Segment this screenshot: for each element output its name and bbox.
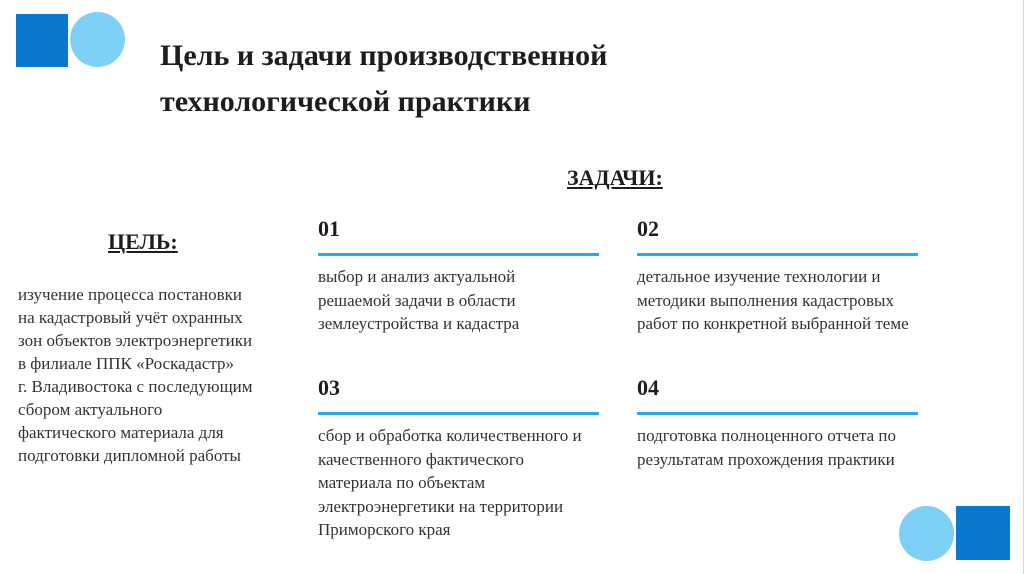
decor-square-top-left	[16, 14, 68, 67]
goal-heading: ЦЕЛЬ:	[108, 229, 178, 254]
task-text	[318, 424, 638, 542]
goal-line: фактического материала для	[18, 423, 224, 442]
task-line: материала по объектам	[318, 473, 486, 492]
task-line: качественного фактического	[318, 449, 524, 469]
slide-title	[160, 33, 860, 125]
goal-line: г. Владивостока с последующим	[18, 377, 253, 396]
goal-line: подготовки дипломной работы	[18, 446, 241, 465]
task-divider	[637, 253, 918, 256]
task-01	[318, 214, 638, 336]
tasks-heading: ЗАДАЧИ:	[567, 165, 663, 190]
task-line: методики выполнения кадастровых	[637, 290, 894, 310]
task-line: сбор и обработка количественного и	[318, 426, 582, 445]
goal-line: зон объектов электроэнергетики	[18, 331, 253, 350]
task-number: 02	[637, 216, 659, 241]
task-number: 04	[637, 375, 659, 400]
task-02	[637, 214, 957, 336]
task-line: землеустройства и кадастра	[318, 314, 520, 333]
task-line: работ по конкретной выбранной теме	[637, 314, 909, 333]
goal-line: изучение процесса постановки	[18, 285, 243, 304]
goal-line: сбором актуального	[18, 400, 163, 419]
task-number: 03	[318, 375, 340, 400]
task-03	[318, 373, 638, 542]
goal-text	[18, 283, 290, 467]
title-line-1: Цель и задачи производственной	[160, 39, 608, 72]
task-line: электроэнергетики на территории	[318, 496, 564, 516]
task-line: подготовка полноценного отчета по	[637, 426, 897, 445]
title-line-2: технологической практики	[160, 85, 531, 118]
task-line: Приморского края	[318, 520, 451, 539]
task-divider	[637, 412, 918, 415]
goal-line: в филиале ППК «Роскадастр»	[18, 354, 235, 373]
task-text	[318, 265, 638, 336]
task-text	[637, 424, 957, 471]
task-divider	[318, 412, 599, 415]
decor-circle-bottom-right	[899, 506, 954, 561]
task-number: 01	[318, 216, 340, 241]
decor-square-bottom-right	[956, 506, 1010, 560]
decor-circle-top-left	[70, 12, 125, 67]
task-04	[637, 373, 957, 471]
task-line: выбор и анализ актуальной	[318, 267, 516, 286]
task-line: решаемой задачи в области	[318, 290, 516, 310]
task-text	[637, 265, 957, 336]
task-line: детальное изучение технологии и	[637, 267, 881, 286]
task-line: результатам прохождения практики	[637, 449, 895, 469]
goal-line: на кадастровый учёт охранных	[18, 308, 243, 327]
task-divider	[318, 253, 599, 256]
